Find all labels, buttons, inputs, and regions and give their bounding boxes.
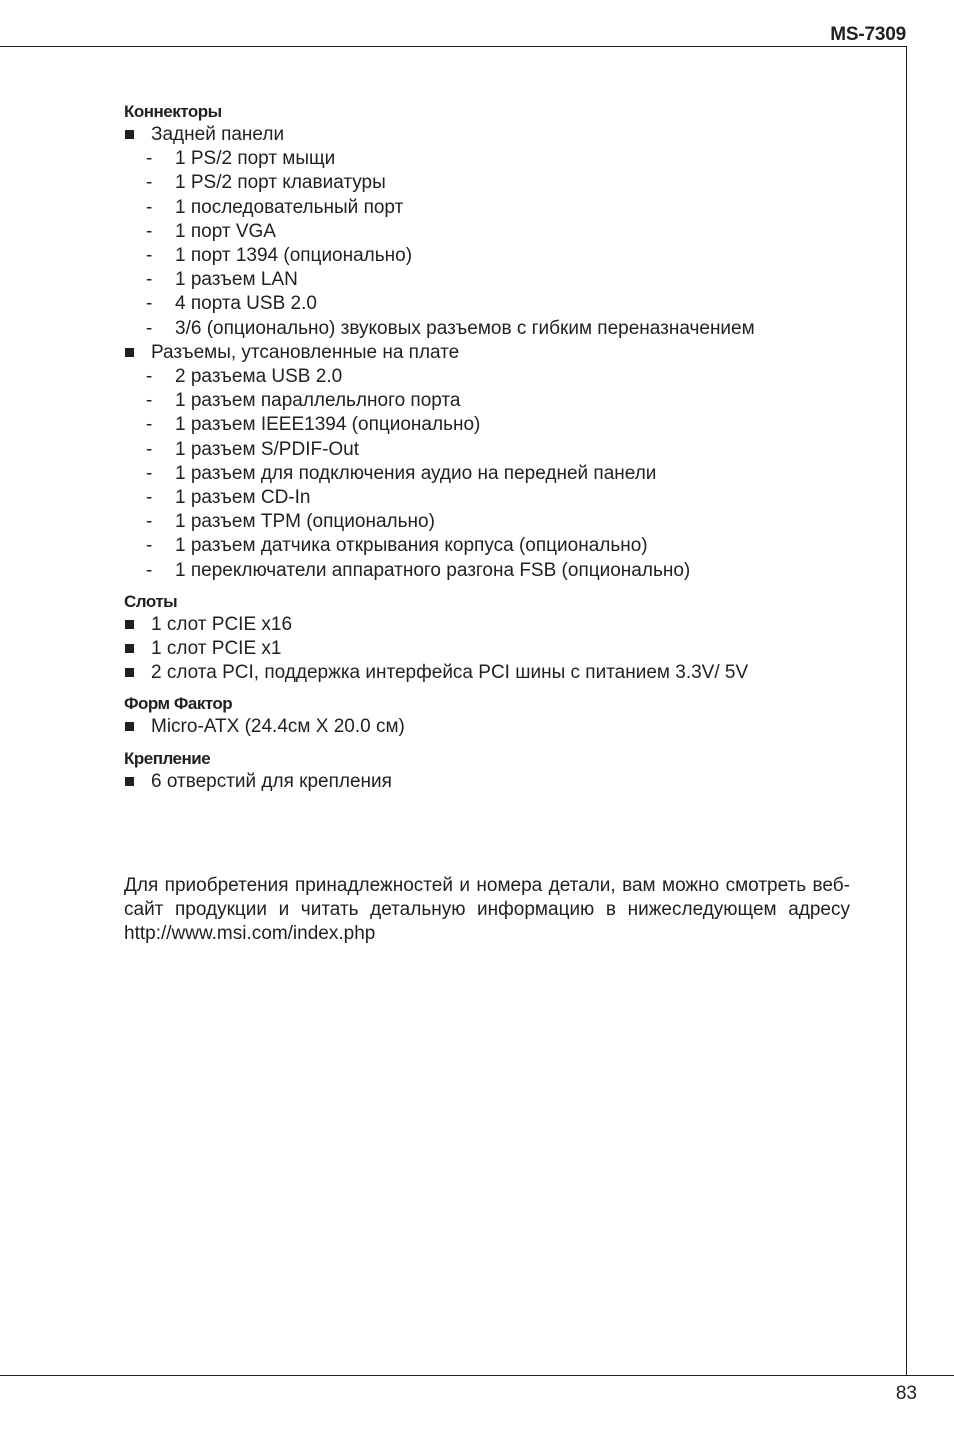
dash-icon: - <box>146 462 153 484</box>
list-subitem-label: 1 последовательный порт <box>175 196 404 218</box>
dash-icon: - <box>146 317 153 339</box>
dash-icon: - <box>146 559 153 581</box>
section-title-connectors: Коннекторы <box>124 102 222 121</box>
list-item-label: Micro-ATX (24.4см X 20.0 см) <box>151 716 405 738</box>
form-factor-section <box>124 693 850 739</box>
list-subitem-label: 1 разъем параллельлного порта <box>175 390 461 412</box>
list-subitem-label: 1 разъем датчика открывания корпуса (опционально) <box>175 535 648 557</box>
list-subitem <box>124 413 850 437</box>
dash-icon: - <box>146 511 153 533</box>
list-subitem <box>124 438 850 462</box>
list-subitem-label: 3/6 (опционально) звуковых разъемов с гибким переназначением <box>175 317 755 339</box>
list-subitem-label: 1 PS/2 порт мыщи <box>175 148 336 170</box>
list-item <box>124 715 850 739</box>
footer-note: Для приобретения принадлежностей и номера детали, вам можно смотреть веб-сайт продукции и читать детальную информацию в нижеследующем адресу http://www.msi.com/index.php <box>124 874 850 945</box>
list-item-label: 6 отверстий для крепления <box>151 770 392 792</box>
list-subitem-label: 2 разъема USB 2.0 <box>175 366 343 388</box>
list-subitem-label: 1 порт VGA <box>175 220 276 242</box>
slots-section <box>124 591 850 686</box>
square-bullet-icon <box>125 668 134 677</box>
list-subitem <box>124 147 850 171</box>
list-subitem-label: 1 разъем CD-In <box>175 487 311 509</box>
page-number: 83 <box>895 1383 917 1404</box>
list-subitem <box>124 510 850 534</box>
square-bullet-icon <box>125 130 134 139</box>
list-subitem-label: 1 разъем LAN <box>175 269 298 291</box>
mounting-section <box>124 748 850 794</box>
square-bullet-icon <box>125 644 134 653</box>
list-subitem <box>124 171 850 195</box>
list-item-rear-panel <box>124 123 850 147</box>
list-item-label: Разъемы, утсановленные на плате <box>151 341 460 363</box>
dash-icon: - <box>146 269 153 291</box>
dash-icon: - <box>146 220 153 242</box>
list-subitem-label: 1 разъем для подключения аудио на передней панели <box>175 462 657 484</box>
list-subitem <box>124 317 850 341</box>
dash-icon: - <box>146 438 153 460</box>
list-subitem <box>124 462 850 486</box>
bottom-rule <box>0 1375 954 1376</box>
list-subitem-label: 1 переключатели аппаратного разгона FSB (опционально) <box>175 559 691 581</box>
list-item <box>124 637 850 661</box>
section-title-form-factor: Форм Фактор <box>124 694 233 714</box>
list-subitem-label: 1 разъем S/PDIF-Out <box>175 438 360 460</box>
spec-content <box>124 101 850 947</box>
list-subitem <box>124 534 850 558</box>
list-item-label: 1 слот PCIE x1 <box>151 638 282 660</box>
list-subitem <box>124 486 850 510</box>
list-subitem <box>124 196 850 220</box>
list-subitem-label: 1 PS/2 порт клавиатуры <box>175 172 386 194</box>
list-item-label: Задней панели <box>151 124 285 145</box>
square-bullet-icon <box>125 777 134 786</box>
dash-icon: - <box>146 245 153 267</box>
list-item <box>124 770 850 794</box>
list-subitem <box>124 268 850 292</box>
list-subitem-label: 1 порт 1394 (опционально) <box>175 245 413 267</box>
top-rule <box>0 46 907 47</box>
dash-icon: - <box>146 390 153 412</box>
model-header: MS-7309 <box>830 24 906 45</box>
right-margin-rule <box>906 46 907 1376</box>
list-subitem-label: 1 разъем TPM (опционально) <box>175 511 435 533</box>
dash-icon: - <box>146 535 153 557</box>
connectors-section <box>124 101 850 583</box>
list-subitem <box>124 365 850 389</box>
list-item-label: 1 слот PCIE x16 <box>151 613 293 635</box>
list-item-label: 2 слота PCI, поддержка интерфейса PCI шины с питанием 3.3V/ 5V <box>151 662 749 684</box>
dash-icon: - <box>146 172 153 194</box>
dash-icon: - <box>146 414 153 436</box>
list-item-onboard <box>124 341 850 365</box>
dash-icon: - <box>146 196 153 218</box>
dash-icon: - <box>146 293 153 315</box>
list-item <box>124 661 850 685</box>
dash-icon: - <box>146 366 153 388</box>
square-bullet-icon <box>125 722 134 731</box>
list-subitem <box>124 292 850 316</box>
square-bullet-icon <box>125 348 134 357</box>
spacer <box>124 802 850 874</box>
list-subitem-label: 1 разъем IEEE1394 (опционально) <box>175 414 481 436</box>
list-item <box>124 613 850 637</box>
dash-icon: - <box>146 487 153 509</box>
list-subitem <box>124 244 850 268</box>
section-title-slots: Слоты <box>124 591 178 611</box>
list-subitem <box>124 559 850 583</box>
square-bullet-icon <box>125 620 134 629</box>
list-subitem <box>124 220 850 244</box>
section-title-mounting: Крепление <box>124 748 211 768</box>
list-subitem <box>124 389 850 413</box>
list-subitem-label: 4 порта USB 2.0 <box>175 293 317 315</box>
dash-icon: - <box>146 148 153 170</box>
